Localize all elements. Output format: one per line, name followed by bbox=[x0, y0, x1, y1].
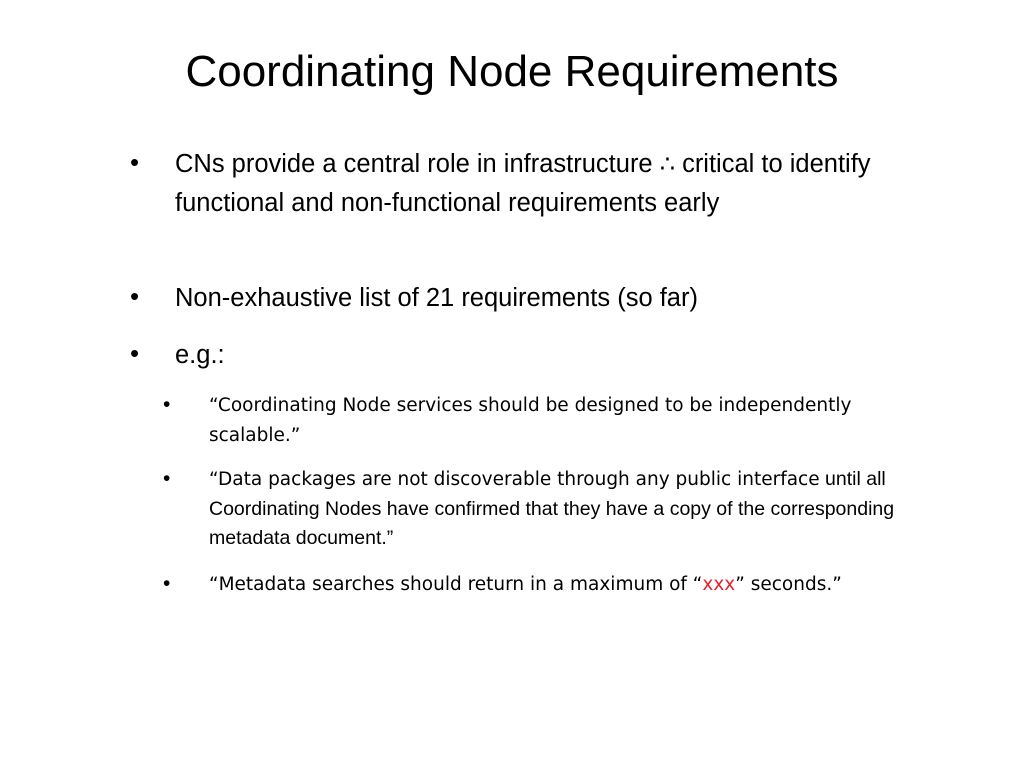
sub-bullet-marker-1: • bbox=[163, 393, 171, 416]
bullet-text-1 bbox=[175, 145, 915, 222]
bullet-marker-2: • bbox=[130, 281, 140, 311]
sub-bullet-text-2 bbox=[209, 465, 934, 554]
sub-bullet-text-2-line-1: “Data packages are not discoverable through any public interface bbox=[209, 469, 820, 490]
bullet-text-1-part-a: CNs provide a central role in infrastructure bbox=[175, 150, 660, 178]
placeholder-highlight: xxx bbox=[702, 574, 736, 595]
bullet-text-1-part-b: critical to identify functional and non-functional requirements early bbox=[175, 150, 871, 217]
bullet-text-2: Non-exhaustive list of 21 requirements (so far) bbox=[175, 284, 698, 312]
bullet-text-3: e.g.: bbox=[175, 341, 225, 369]
sub-bullet-text-3-part-b: ” seconds.” bbox=[735, 574, 842, 595]
therefore-symbol: ∴ bbox=[659, 150, 675, 178]
sub-bullet-text-1: “Coordinating Node services should be designed to be independently scalable.” bbox=[209, 395, 852, 446]
bullet-marker-3: • bbox=[130, 338, 140, 368]
sub-bullet-text-3-part-a: “Metadata searches should return in a maximum of “ bbox=[209, 574, 703, 595]
sub-bullet-text-2-rest: until all Coordinating Nodes have confirmed that they have a copy of the corresponding metadata document.” bbox=[209, 468, 895, 549]
sub-bullet-marker-3: • bbox=[163, 572, 171, 595]
slide-title: Coordinating Node Requirements bbox=[185, 47, 839, 96]
bullet-marker-1: • bbox=[130, 147, 140, 177]
sub-bullet-marker-2: • bbox=[163, 467, 171, 490]
sub-bullet-text-3 bbox=[209, 570, 934, 600]
